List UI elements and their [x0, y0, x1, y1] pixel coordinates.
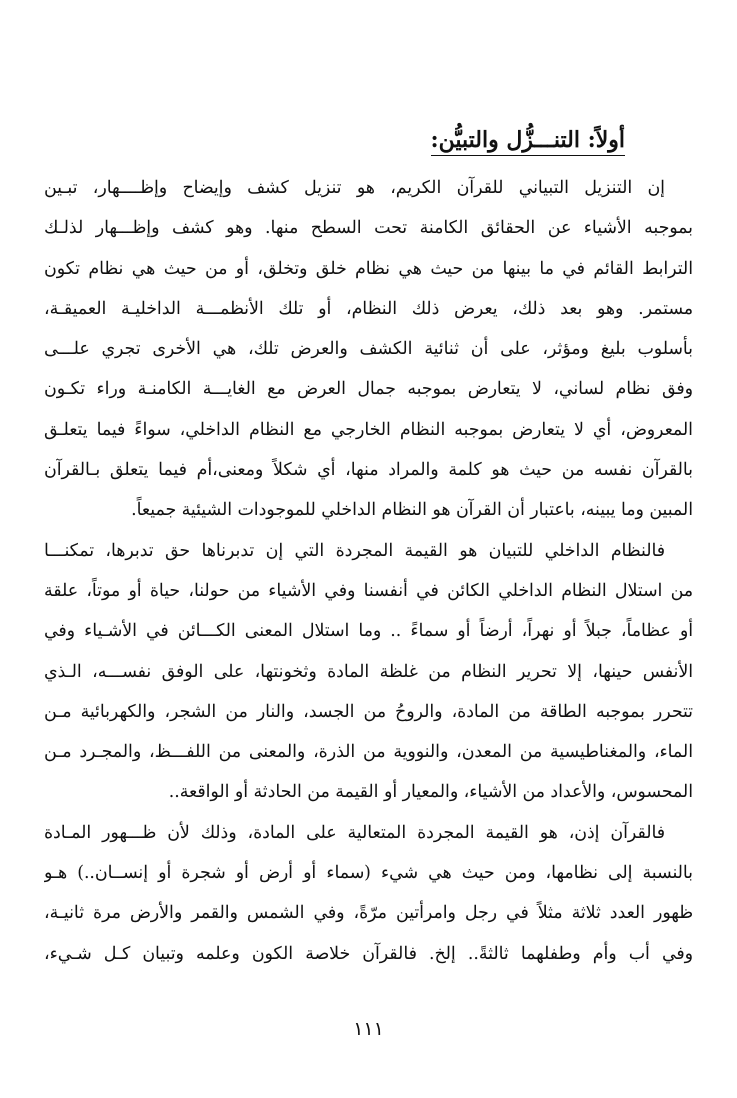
text-line: المعروض، أي لا يتعارض بموجبه النظام الخارجي مع النظام الداخلي، سواءً فيما يتعلـق [44, 419, 693, 440]
section-heading-text: أولاً: التنـــزُّل والتبيُّن: [431, 127, 626, 156]
text-line: وفي أب وأم وطفلهما ثالثةً.. إلخ. فالقرآن خلاصة الكون وعلمه وتبيان كـل شـيء، [44, 943, 693, 964]
text-line: الأنفس حينها، إلا تحرير النظام من غلظة المادة وثخونتها، على الوفق نفســـه، الـذي [44, 661, 693, 682]
text-line: الماء، والمغناطيسية من المعدن، والنووية من الذرة، والمعنى من اللفـــظ، والمجـرد مـن [44, 742, 693, 763]
text-line: بأسلوب بليغ ومؤثر، على أن ثنائية الكشف والعرض تلك، هي الأخرى تجري علـــى [44, 339, 693, 360]
page-number: ١١١ [353, 1018, 384, 1040]
text-line: من استلال النظام الداخلي الكائن في أنفسنا وفي الأشياء من حولنا، حياة أو موتاً، علقة [44, 580, 693, 601]
text-line: المبين وما يبينه، باعتبار أن القرآن هو النظام الداخلي للموجودات الشيئية جميعاً. [131, 500, 693, 521]
body-text [44, 168, 693, 974]
section-heading [112, 124, 625, 156]
text-line: مستمر. وهو بعد ذلك، يعرض ذلك النظام، أو تلك الأنظمـــة الداخليـة العميقـة، [44, 298, 693, 319]
text-line: المحسوس، والأعداد من الأشياء، والمعيار أو القيمة من الحادثة أو الواقعة.. [168, 782, 693, 803]
text-line: أو عظاماً، جبلاً أو نهراً، أرضاً أو سماءً .. وما استلال المعنى الكـــائن في الأشـياء وفي [44, 621, 693, 642]
text-line: إن التنزيل التبياني للقرآن الكريم، هو تنزيل كشف وإيضاح وإظــــهار، تبـين [44, 178, 665, 198]
text-line: الترابط القائم في ما بينها من حيث هي نظام خلق وتخلق، أو من حيث هي نظام تكون [44, 258, 693, 279]
text-line: تتحرر بموجبه الطاقة من المادة، والروحُ من الجسد، والنار من الشجر، والكهربائية مـن [44, 701, 693, 722]
text-line: بالنسبة إلى نظامها، ومن حيث هي شيء (سماء أو أرض أو شجرة أو إنســان..) هـو [44, 863, 693, 884]
text-line: وفق نظام لساني، لا يتعارض بموجبه جمال العرض مع الغايـــة الكامنـة وراء تكـون [44, 379, 693, 400]
text-line: فالنظام الداخلي للتبيان هو القيمة المجردة التي إن تدبرناها حق تدبرها، تمكنـــا [44, 540, 665, 561]
text-line: بالقرآن نفسه من حيث هو كلمة والمراد منها، أي شكلاً ومعنى،أم فيما يتعلق بـالقرآن [44, 460, 693, 481]
text-line: ظهور العدد ثلاثة مثلاً في رجل وامرأتين مرّةً، وفي الشمس والقمر والأرض مرة ثانيـة، [44, 903, 693, 924]
text-line: بموجبه الأشياء عن الحقائق الكامنة تحت السطح منها. وهو كشف وإظـــهار لذلـك [44, 218, 693, 239]
text-line: فالقرآن إذن، هو القيمة المجردة المتعالية على المادة، وذلك لأن ظـــهور المـادة [44, 822, 665, 843]
